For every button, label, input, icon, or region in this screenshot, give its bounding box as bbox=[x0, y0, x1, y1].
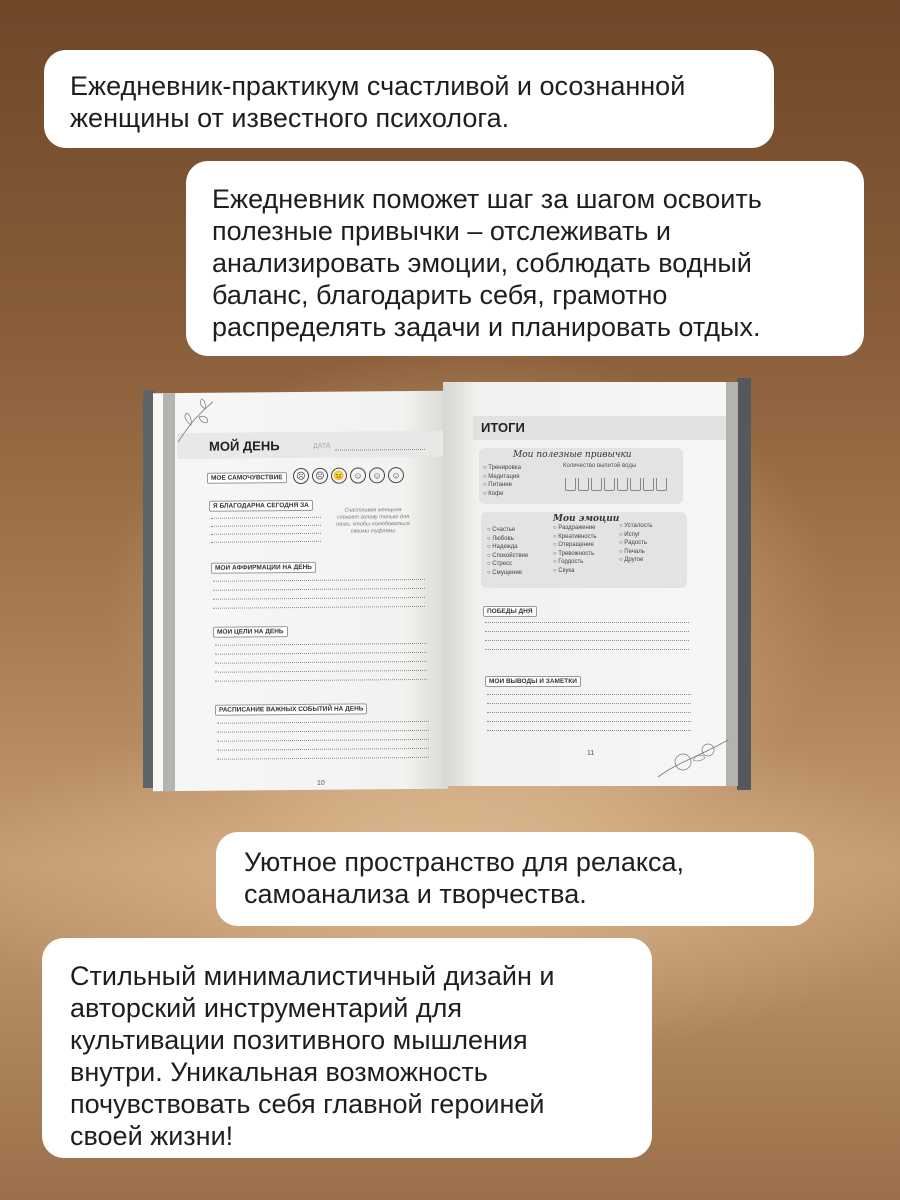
writing-line bbox=[217, 748, 429, 751]
wellbeing-label: МОЕ САМОЧУВСТВИЕ bbox=[207, 472, 287, 484]
caption-text-2: Ежедневник поможет шаг за шагом освоить полезные привычки – отслеживать и анализировать эмоции, соблюдать водный баланс, благодарить себя, грамотно распределять задачи и планировать отдых. bbox=[212, 184, 762, 342]
emotion-option[interactable]: ○ Другое bbox=[619, 557, 644, 563]
quote-text: Счастливая женщина спокоет голову только для того, чтобы полюбоваться своими туфлями bbox=[336, 507, 410, 535]
emotion-option[interactable]: ○ Спокойствие bbox=[487, 552, 529, 559]
emotion-option[interactable]: ○ Счастье bbox=[487, 527, 516, 533]
writing-line bbox=[487, 730, 691, 731]
right-page bbox=[443, 382, 738, 786]
writing-line bbox=[215, 679, 427, 682]
mood-face-icon: ☹ bbox=[293, 468, 309, 484]
writing-line bbox=[215, 643, 427, 646]
emotion-option[interactable]: ○ Печаль bbox=[619, 548, 645, 555]
water-cup-icon[interactable] bbox=[630, 478, 641, 491]
caption-bubble-2 bbox=[186, 161, 864, 356]
emotion-option[interactable]: ○ Радость bbox=[619, 540, 648, 546]
caption-text-1: Ежедневник-практикум счастливой и осознанной женщины от известного психолога. bbox=[70, 71, 686, 133]
writing-line bbox=[487, 694, 691, 695]
emotion-option[interactable]: ○ Стресс bbox=[487, 561, 513, 567]
habit-option[interactable]: ○ Питание bbox=[483, 482, 512, 488]
emotions-panel bbox=[481, 512, 687, 588]
emotion-option[interactable]: ○ Скука bbox=[553, 567, 575, 574]
emotions-column-3 bbox=[619, 522, 653, 565]
emotion-option[interactable]: ○ Любовь bbox=[487, 535, 514, 542]
emotions-column-1 bbox=[487, 526, 528, 577]
writing-line bbox=[211, 525, 321, 527]
writing-line bbox=[217, 757, 429, 760]
left-page-strip bbox=[163, 393, 175, 791]
mood-face-icon: ☺ bbox=[350, 467, 366, 483]
emotion-option[interactable]: ○ Креативность bbox=[553, 533, 597, 540]
water-cup-icon[interactable] bbox=[617, 478, 628, 491]
schedule-label: РАСПИСАНИЕ ВАЖНЫХ СОБЫТИЙ НА ДЕНЬ bbox=[215, 703, 367, 715]
writing-line bbox=[485, 640, 689, 641]
left-page bbox=[153, 391, 448, 792]
writing-line bbox=[213, 588, 425, 591]
page-number-left: 10 bbox=[317, 779, 325, 787]
grateful-label: Я БЛАГОДАРНА СЕГОДНЯ ЗА bbox=[209, 500, 313, 512]
writing-line bbox=[485, 622, 689, 623]
writing-line bbox=[211, 533, 321, 535]
caption-bubble-1 bbox=[44, 50, 774, 148]
caption-bubble-4 bbox=[42, 938, 652, 1158]
writing-line bbox=[215, 670, 427, 673]
writing-line bbox=[215, 652, 427, 655]
writing-line bbox=[485, 631, 689, 632]
habits-panel bbox=[479, 448, 683, 504]
writing-line bbox=[213, 579, 425, 582]
book-cover-right-edge bbox=[737, 378, 751, 790]
habit-option[interactable]: ○ Медитация bbox=[483, 473, 520, 480]
writing-line bbox=[213, 606, 425, 609]
emotion-option[interactable]: ○ Гордость bbox=[553, 559, 584, 565]
writing-line bbox=[217, 730, 429, 733]
emotion-option[interactable]: ○ Надежда bbox=[487, 544, 518, 550]
caption-bubble-3 bbox=[216, 832, 814, 926]
mood-face-icon: ☺ bbox=[388, 467, 404, 483]
mood-face-icon: ☹ bbox=[312, 468, 328, 484]
writing-line bbox=[217, 739, 429, 742]
writing-line bbox=[211, 517, 321, 519]
emotion-option[interactable]: ○ Тревожность bbox=[553, 550, 595, 557]
writing-line bbox=[485, 649, 689, 650]
caption-text-3: Уютное пространство для релакса, самоанализа и творчества. bbox=[244, 847, 684, 909]
emotion-option[interactable]: ○ Усталость bbox=[619, 523, 653, 529]
page-number-right: 11 bbox=[587, 750, 595, 757]
writing-line bbox=[487, 712, 691, 713]
goals-label: МОИ ЦЕЛИ НА ДЕНЬ bbox=[213, 626, 288, 638]
emotion-option[interactable]: ○ Раздражение bbox=[553, 525, 596, 531]
floral-sketch-icon bbox=[653, 732, 733, 782]
emotion-option[interactable]: ○ Смущение bbox=[487, 569, 523, 576]
notes-label: МОИ ВЫВОДЫ И ЗАМЕТКИ bbox=[485, 676, 581, 687]
writing-line bbox=[487, 703, 691, 704]
writing-line bbox=[213, 597, 425, 600]
right-page-title: ИТОГИ bbox=[481, 420, 525, 435]
writing-line bbox=[211, 541, 321, 543]
emotions-column-2 bbox=[553, 524, 596, 575]
water-label: Количество выпитой воды bbox=[563, 463, 637, 469]
habit-option[interactable]: ○ Тренировка bbox=[483, 465, 521, 471]
writing-line bbox=[215, 661, 427, 664]
caption-text-4: Стильный минималистичный дизайн и авторский инструментарий для культивации позитивного мышления внутри. Уникальная возможность почувствовать себя главной героиней своей жизни! bbox=[70, 961, 555, 1151]
open-planner-book bbox=[143, 378, 751, 802]
water-cups bbox=[565, 478, 667, 491]
water-cup-icon[interactable] bbox=[578, 478, 589, 491]
water-cup-icon[interactable] bbox=[565, 478, 576, 491]
water-cup-icon[interactable] bbox=[656, 478, 667, 491]
water-cup-icon[interactable] bbox=[604, 478, 615, 491]
water-cup-icon[interactable] bbox=[643, 478, 654, 491]
right-page-strip bbox=[726, 382, 738, 786]
habits-title: Мои полезные привычки bbox=[513, 450, 632, 460]
habits-list bbox=[483, 464, 521, 498]
mood-face-icon: 😐 bbox=[331, 468, 347, 484]
emotion-option[interactable]: ○ Испуг bbox=[619, 531, 641, 538]
water-cup-icon[interactable] bbox=[591, 478, 602, 491]
mood-faces bbox=[293, 467, 404, 484]
left-page-title: МОЙ ДЕНЬ bbox=[209, 438, 280, 454]
emotion-option[interactable]: ○ Отвращение bbox=[553, 542, 594, 548]
wins-label: ПОБЕДЫ ДНЯ bbox=[483, 606, 537, 617]
writing-line bbox=[217, 721, 429, 724]
affirmations-label: МОИ АФФИРМАЦИИ НА ДЕНЬ bbox=[211, 562, 316, 574]
habit-option[interactable]: ○ Кофе bbox=[483, 490, 504, 497]
date-label: ДАТА bbox=[313, 442, 331, 450]
writing-line bbox=[487, 721, 691, 722]
emotions-title: Мои эмоции bbox=[553, 514, 620, 524]
mood-face-icon: ☺ bbox=[369, 467, 385, 483]
